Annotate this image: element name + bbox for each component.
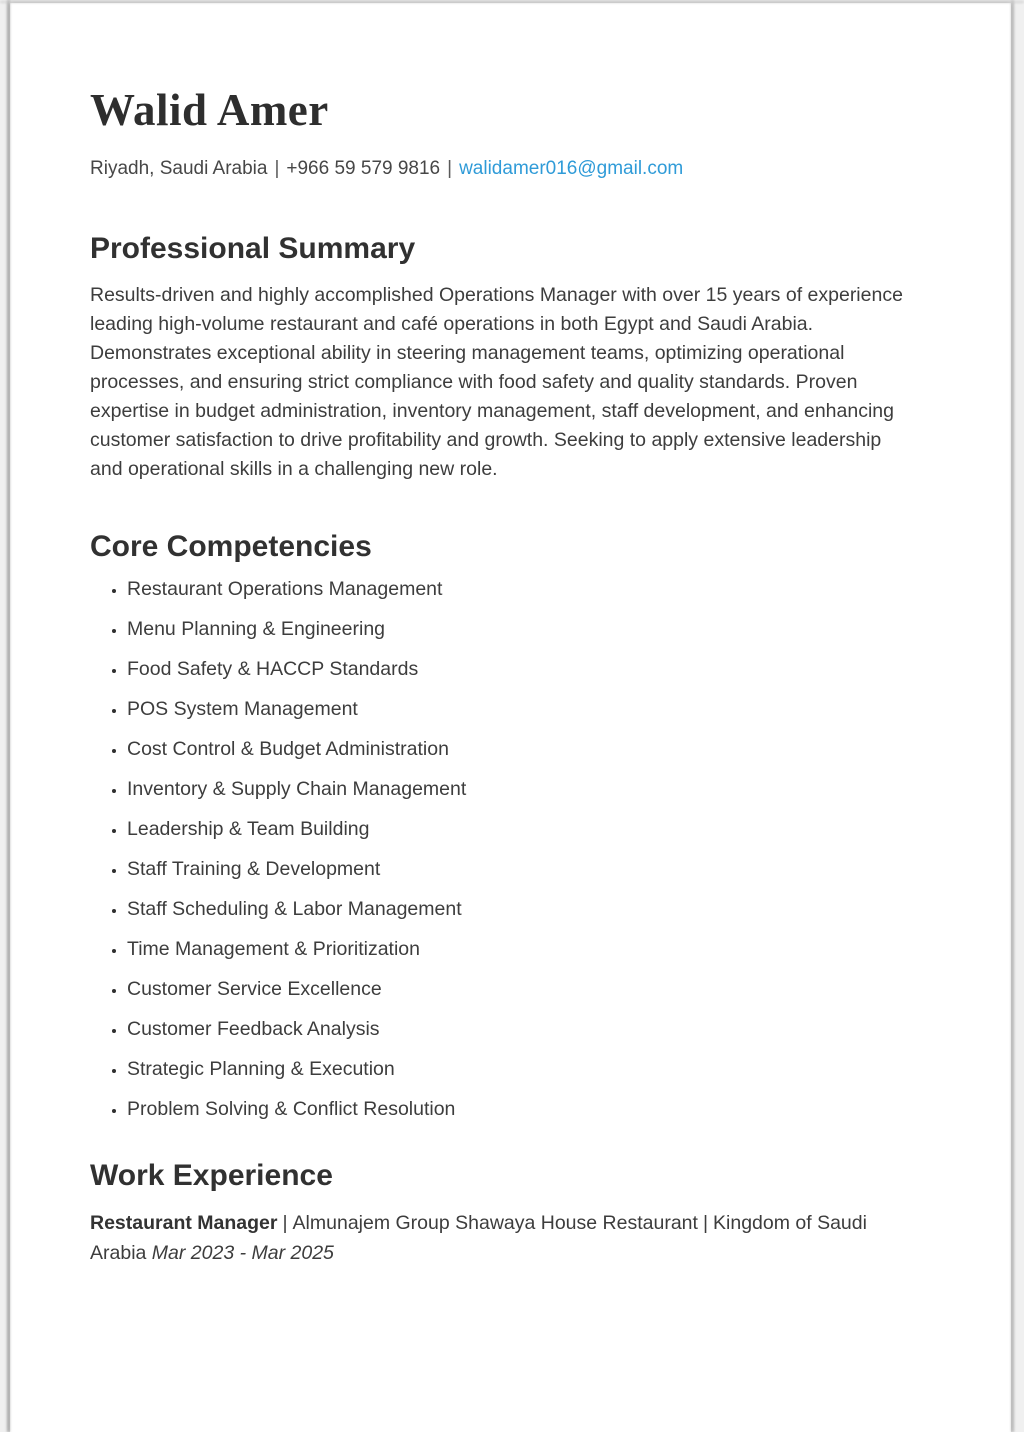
- list-item: • Leadership & Team Building: [127, 819, 905, 839]
- list-item: • Staff Training & Development: [127, 859, 905, 879]
- list-item: • Customer Service Excellence: [127, 979, 905, 999]
- list-item: • Food Safety & HACCP Standards: [127, 659, 905, 679]
- contact-phone: +966 59 579 9816: [286, 158, 441, 180]
- list-item: • Staff Scheduling & Labor Management: [127, 899, 905, 919]
- list-item: • Time Management & Prioritization: [127, 939, 905, 959]
- list-item: • Problem Solving & Conflict Resolution: [127, 1099, 905, 1119]
- list-item: • Customer Feedback Analysis: [127, 1019, 905, 1039]
- section-heading-professional-summary: Professional Summary: [90, 232, 416, 266]
- page-edge-right: [1011, 0, 1014, 1432]
- job-entry: [90, 1208, 905, 1268]
- contact-separator: |: [274, 158, 280, 180]
- list-item: • Strategic Planning & Execution: [127, 1059, 905, 1079]
- job-company: Almunajem Group Shawaya House Restaurant: [292, 1212, 698, 1235]
- list-item: • Inventory & Supply Chain Management: [127, 779, 905, 799]
- contact-line: [90, 158, 905, 180]
- list-item: • Restaurant Operations Management: [127, 579, 905, 599]
- resume-content: [10, 3, 1011, 1268]
- job-separator: |: [282, 1212, 288, 1235]
- resume-page: [10, 3, 1011, 1432]
- competencies-list: [90, 579, 905, 1119]
- section-heading-core-competencies: Core Competencies: [90, 530, 372, 564]
- contact-separator: |: [447, 158, 453, 180]
- contact-location: Riyadh, Saudi Arabia: [90, 158, 268, 180]
- job-title: Restaurant Manager: [90, 1212, 278, 1235]
- email-link[interactable]: walidamer016@gmail.com: [459, 158, 684, 180]
- job-separator: |: [702, 1212, 709, 1235]
- resume-name: Walid Amer: [90, 85, 329, 135]
- job-location: Kingdom of Saudi Arabia: [90, 1212, 867, 1265]
- list-item: • Cost Control & Budget Administration: [127, 739, 905, 759]
- section-heading-work-experience: Work Experience: [90, 1159, 333, 1193]
- list-item: • Menu Planning & Engineering: [127, 619, 905, 639]
- job-dates: Mar 2023 - Mar 2025: [151, 1242, 334, 1265]
- list-item: • POS System Management: [127, 699, 905, 719]
- professional-summary-paragraph: Results-driven and highly accomplished Operations Manager with over 15 years of experience leading high-volume restaurant and café operations in both Egypt and Saudi Arabia. Demonstrates exceptional ability in steering management teams, optimizing operational processes, and ensuring strict compliance with food safety and quality standards. Proven expertise in budget administration, inventory management, staff development, and enhancing customer satisfaction to drive profitability and growth. Seeking to apply extensive leadership and operational skills in a challenging new role.: [90, 284, 903, 481]
